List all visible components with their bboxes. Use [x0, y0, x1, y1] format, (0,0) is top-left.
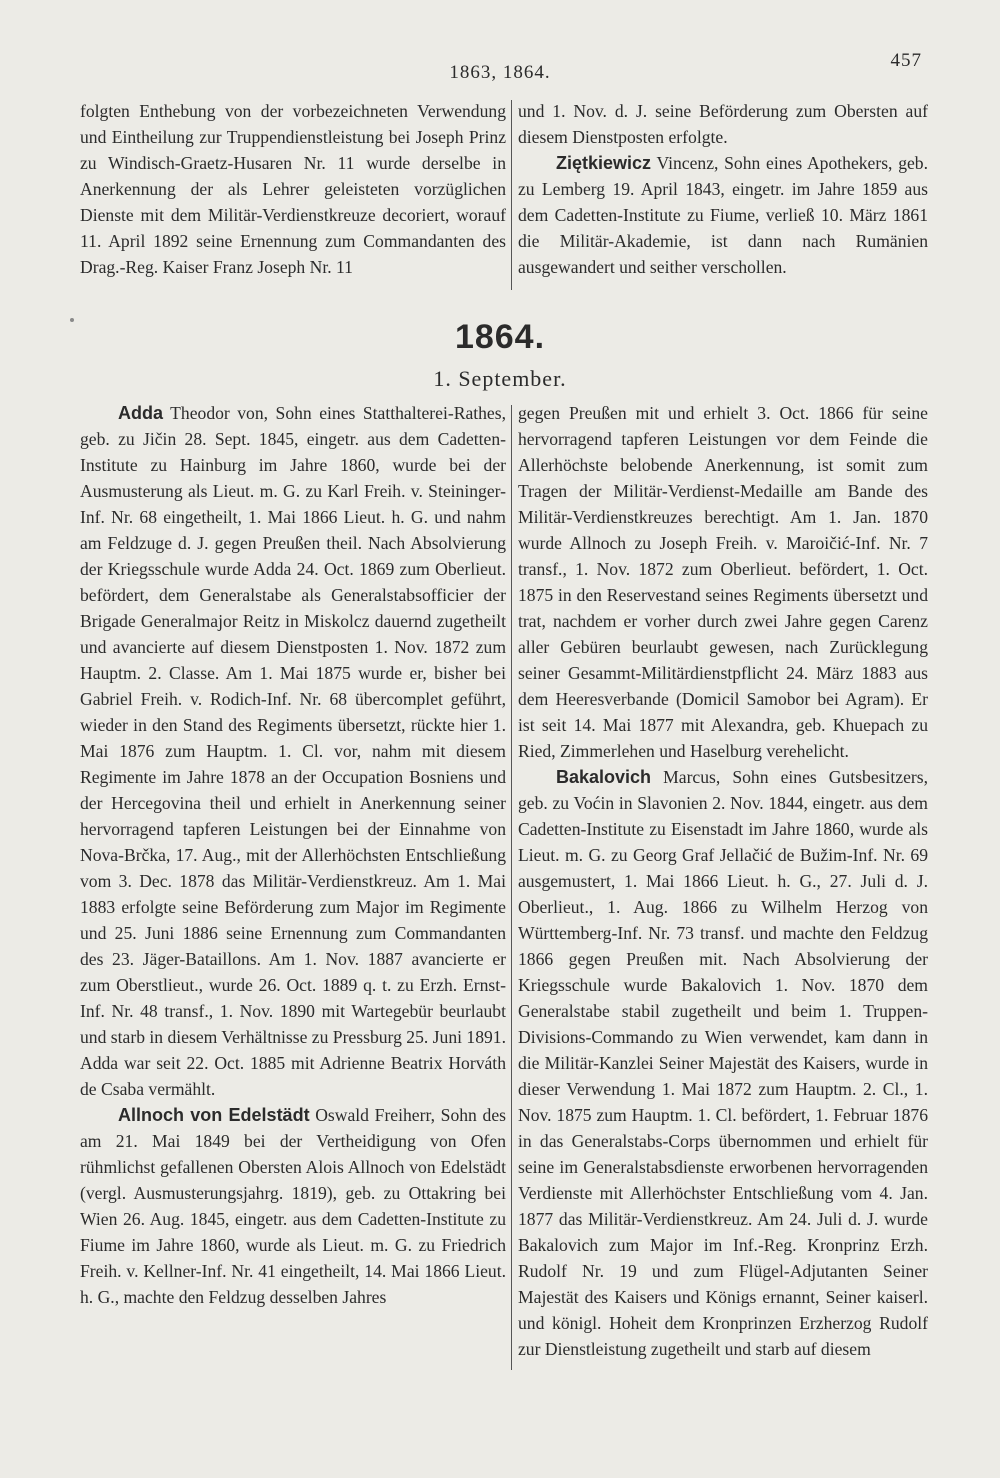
running-head: 1863, 1864. — [449, 62, 551, 83]
entry-name: Bakalovich — [556, 767, 652, 787]
entry-paragraph — [80, 400, 506, 1102]
entry-text: Theodor von, Sohn eines Statthalterei-Rathes, geb. zu Jičin 28. Sept. 1845, eingetr. aus dem Cadetten-Institute zu Hainburg im Jahre 1860, wurde bei der Ausmusterung als Lieut. m. G. zu Karl Freih. v. Steininger-Inf. Nr. 68 eingetheilt, 1. Mai 1866 Lieut. h. G. und nahm am Feldzuge d. J. gegen Preußen theil. Nach Absolvierung der Kriegsschule wurde Adda 24. Oct. 1869 zum Oberlieut. befördert, dem Generalstabe als Generalstabsofficier der Brigade Generalmajor Reitz in Miskolcz dauernd zugetheilt und avancierte auf diesem Dienstposten 1. Nov. 1872 zum Hauptm. 2. Classe. Am 1. Mai 1875 wurde er, bisher bei Gabriel Freih. v. Rodich-Inf. Nr. 68 übercomplet geführt, wieder in den Stand des Regiments übersetzt, rückte hier 1. Mai 1876 zum Hauptm. 1. Cl. vor, nahm mit diesem Regimente im Jahre 1878 an der Occupation Bosniens und der Hercegovina theil und erhielt in Anerkennung seiner hervorragend tapferen Leistungen bei der Einnahme von Nova-Brčka, 17. Aug., mit der Allerhöchsten Entschließung vom 3. Dec. 1878 das Militär-Verdienstkreuz. Am 1. Mai 1883 erfolgte seine Beförderung zum Major im Regimente und 25. Juni 1886 seine Ernennung zum Commandanten des 23. Jäger-Bataillons. Am 1. Nov. 1887 avancierte er zum Oberstlieut., wurde 26. Oct. 1889 q. t. zu Erzh. Ernst-Inf. Nr. 48 transf., 1. Nov. 1890 mit Wartegebür beurlaubt und starb in diesem Verhältnisse zu Pressburg 25. Juni 1891. Adda war seit 22. Oct. 1885 mit Adrienne Beatrix Horváth de Csaba vermählt. — [80, 403, 506, 1099]
page-number: 457 — [890, 50, 922, 71]
entry-name: Adda — [118, 403, 163, 423]
continuation-paragraph: gegen Preußen mit und erhielt 3. Oct. 1866 für seine hervorragend tapferen Leistungen vor dem Feinde die Allerhöchste belobende Anerkennung, ist somit zum Tragen der Militär-Verdienst-Medaille am Bande des Militär-Verdienstkreuzes berechtigt. Am 1. Jan. 1870 wurde Allnoch zu Joseph Freih. v. Maroičić-Inf. Nr. 7 transf., 1. Nov. 1872 zum Oberlieut. befördert, 1. Oct. 1875 in den Reservestand seines Regiments übersetzt und trat, nachdem er vorher durch zwei Jahre gegen Carenz aller Gebüren beurlaubt gewesen, nach Zurücklegung seiner Gesammt-Militärdienstpflicht 24. März 1883 aus dem Heeresverbande (Domicil Samobor bei Agram). Er ist seit 14. Mai 1877 mit Alexandra, geb. Khuepach zu Ried, Zimmerlehen und Haselburg verehelicht. — [518, 403, 928, 761]
column-divider — [511, 405, 512, 1370]
entry-paragraph — [518, 150, 928, 280]
entry-paragraph — [518, 764, 928, 1362]
top-right-column — [518, 98, 928, 280]
entry-name: Ziętkiewicz — [556, 153, 652, 173]
entry-text: Oswald Freiherr, Sohn des am 21. Mai 1849 bei der Vertheidigung von Ofen rühmlichst gefallenen Obersten Alois Allnoch von Edelstädt (vergl. Ausmusterungsjahrg. 1819), geb. zu Ottakring bei Wien 26. Aug. 1845, eingetr. aus dem Cadetten-Institute zu Fiume im Jahre 1860, wurde als Lieut. m. G. zu Friedrich Freih. v. Kellner-Inf. Nr. 41 eingetheilt, 14. Mai 1866 Lieut. h. G., machte den Feldzug desselben Jahres — [80, 1105, 506, 1307]
entry-name: Allnoch von Edelstädt — [118, 1105, 310, 1125]
continuation-paragraph: folgten Enthebung von der vorbezeichneten Verwendung und Eintheilung zur Truppendienstleistung bei Joseph Prinz zu Windisch-Graetz-Husaren Nr. 11 wurde derselbe in Anerkennung der als Lehrer geleisteten vorzüglichen Dienste mit dem Militär-Verdienstkreuze decoriert, worauf 11. April 1892 seine Ernennung zum Commandanten des Drag.-Reg. Kaiser Franz Joseph Nr. 11 — [80, 101, 506, 277]
entry-text: Vincenz, Sohn eines Apothekers, geb. zu Lemberg 19. April 1843, eingetr. im Jahre 1859 aus dem Cadetten-Institute zu Fiume, verließ 10. März 1861 die Militär-Akademie, ist dann nach Rumänien ausgewandert und seither verschollen. — [518, 153, 928, 277]
entry-paragraph — [80, 1102, 506, 1310]
date-heading: 1. September. — [433, 366, 567, 391]
bottom-right-column — [518, 400, 928, 1362]
bottom-left-column — [80, 400, 506, 1310]
continuation-paragraph: und 1. Nov. d. J. seine Beförderung zum Obersten auf diesem Dienstposten erfolgte. — [518, 101, 928, 147]
entry-text: Marcus, Sohn eines Gutsbesitzers, geb. zu Voćin in Slavonien 2. Nov. 1844, eingetr. aus dem Cadetten-Institute zu Eisenstadt im Jahre 1860, wurde als Lieut. m. G. zu Georg Graf Jellačić de Bužim-Inf. Nr. 69 ausgemustert, 1. Mai 1866 Lieut. h. G., 27. Juli d. J. Oberlieut., 1. Aug. 1866 zu Wilhelm Herzog von Württemberg-Inf. Nr. 73 transf. und machte den Feldzug 1866 gegen Preußen mit. Nach Absolvierung der Kriegsschule wurde Bakalovich 1. Nov. 1870 dem Generalstabe stabil zugetheilt und beim 1. Truppen-Divisions-Commando zu Wien verwendet, kam dann in die Militär-Kanzlei Seiner Majestät des Kaisers, wurde in dieser Verwendung 1. Mai 1872 zum Hauptm. 2. Cl., 1. Nov. 1875 zum Hauptm. 1. Cl. befördert, 1. Februar 1876 in das Generalstabs-Corps übernommen und erhielt für seine im Generalstabsdienste erworbenen hervorragenden Verdienste mit Allerhöchster Entschließung vom 4. Jan. 1877 das Militär-Verdienstkreuz. Am 24. Juli d. J. wurde Bakalovich zum Major im Inf.-Reg. Kronprinz Erzh. Rudolf Nr. 19 und zum Flügel-Adjutanten Seiner Majestät des Kaisers und Königs ernannt, Seiner kaiserl. und königl. Hoheit dem Kronprinzen Erzherzog Rudolf zur Dienstleistung zugetheilt und starb auf diesem — [518, 767, 928, 1359]
year-heading: 1864. — [454, 318, 546, 356]
top-left-column — [80, 98, 506, 280]
column-divider — [511, 100, 512, 290]
